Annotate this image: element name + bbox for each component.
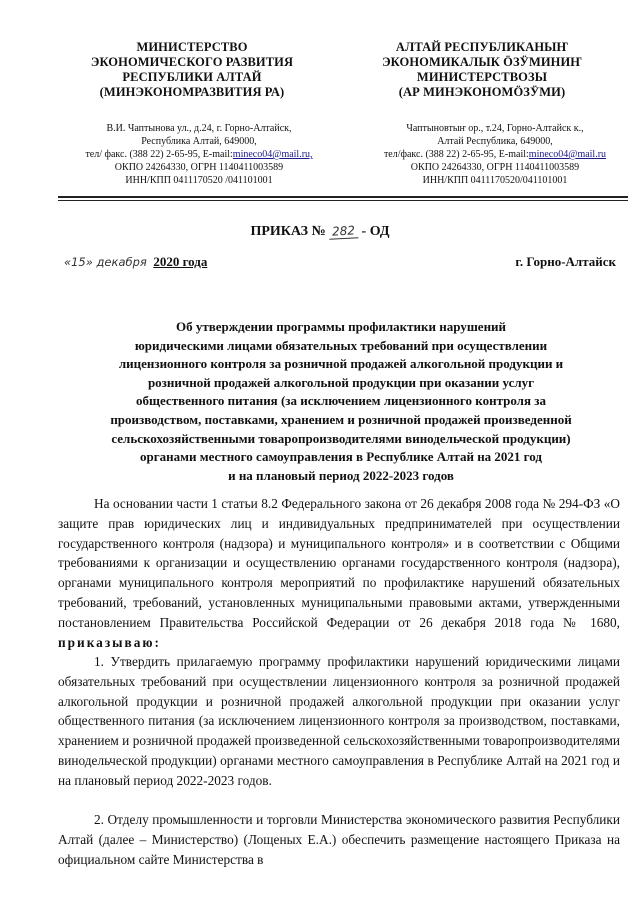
date-line bbox=[64, 254, 616, 270]
preamble-text: На основании части 1 статьи 8.2 Федерального закона от 26 декабря 2008 года № 294-ФЗ «О защите прав юридических лиц и индивидуальных предпринимателей при осуществлении государственного контроля (надзора) и муниципального контроля» и в соответствии с Общими требованиями к организации и осуществлению органами государственного контроля (надзора), органами муниципального контроля мероприятий по профилактике нарушений обязательных требований, требований, установленных муниципальными правовыми актами, утвержденными постановлением Правительства Российской Федерации от 26 декабря 2018 года № 1680, bbox=[58, 496, 620, 630]
clause-1-paragraph: 1. Утвердить прилагаемую программу профилактики нарушений юридическими лицами обязательных требований при осуществлении лицензионного контроля за розничной продажей алкогольной продукции и розничной продажей алкогольной продукции при оказании услуг общественного питания (за исключением лицензионного контроля за производством, поставками, хранением и розничной продажей произведенной сельскохозяйственными товаропроизводителями винодельческой продукции) органами местного самоуправления в Республике Алтай на 2021 год и на плановый период 2022-2023 годов. bbox=[58, 654, 620, 788]
org-line: МИНИСТЕРСТВО bbox=[136, 40, 248, 54]
phone-line bbox=[354, 148, 636, 161]
okpo-line: ОКПО 24264330, ОГРН 1140411003589 bbox=[114, 162, 284, 173]
inn-line: ИНН/КПП 0411170520 /041101001 bbox=[125, 175, 273, 186]
header-divider-thin bbox=[58, 200, 628, 201]
subject-line: сельскохозяйственными товаропроизводителями винодельческой продукции) bbox=[111, 430, 571, 446]
subject-line: Об утверждении программы профилактики нарушений bbox=[175, 319, 507, 334]
address-block-russian bbox=[64, 122, 334, 187]
order-subject bbox=[58, 318, 624, 485]
org-line: РЕСПУБЛИКИ АЛТАЙ bbox=[122, 70, 262, 84]
address-line: Чаптыновтыҥ ор., т.24, Горно-Алтайск к., bbox=[406, 123, 584, 134]
org-line: ЭКОНОМИЧЕСКОГО РАЗВИТИЯ bbox=[90, 55, 294, 69]
email-link[interactable]: mineco04@mail.ru bbox=[528, 149, 607, 160]
org-line: (МИНЭКОНОМРАЗВИТИЯ РА) bbox=[99, 85, 285, 99]
city: г. Горно-Алтайск bbox=[515, 254, 616, 269]
phone-text: тел/ факс. (388 22) 2-65-95, E-mail: bbox=[85, 149, 233, 160]
phone-line bbox=[64, 148, 334, 161]
phone-text: тел/факс. (388 22) 2-65-95, E-mail: bbox=[383, 149, 529, 160]
org-line: (АР МИНЭКОНОМӦЗӰМИ) bbox=[398, 85, 566, 99]
org-line: ЭКОНОМИКАЛЫК ӦЗӰМИНИҤ bbox=[382, 55, 582, 69]
org-line: АЛТАЙ РЕСПУБЛИКАНЫҤ bbox=[395, 40, 569, 54]
address-line: Республика Алтай, 649000, bbox=[141, 136, 257, 147]
okpo-line: ОКПО 24264330, ОГРН 1140411003589 bbox=[410, 162, 580, 173]
subject-line: лицензионного контроля за розничной продажей алкогольной продукции и bbox=[118, 356, 564, 372]
org-line: МИНИСТЕРСТВОЗЫ bbox=[416, 70, 548, 84]
email-link[interactable]: mineco04@mail.ru, bbox=[232, 149, 313, 160]
header-divider bbox=[58, 196, 628, 198]
address-block-altai bbox=[354, 122, 636, 187]
clause-2-paragraph: 2. Отделу промышленности и торговли Министерства экономического развития Республики Алтай (далее – Министерство) (Лощеных Е.А.) обеспечить размещение настоящего Приказа на официальном сайте Министерства в bbox=[58, 812, 620, 867]
order-number-handwritten: 282 bbox=[329, 223, 359, 239]
ministry-name-russian bbox=[72, 40, 312, 100]
order-verb: приказываю: bbox=[58, 634, 161, 650]
order-prefix: ПРИКАЗ № bbox=[250, 224, 326, 239]
subject-line: розничной продажей алкогольной продукции при оказании услуг bbox=[147, 374, 535, 390]
preamble-paragraph bbox=[58, 494, 620, 652]
date-year: 2020 года bbox=[153, 254, 208, 269]
address-line: В.И. Чаптынова ул., д.24, г. Горно-Алтайск, bbox=[106, 123, 292, 134]
address-line: Алтай Республика, 649000, bbox=[437, 136, 553, 147]
order-title bbox=[0, 224, 640, 240]
subject-line: производством, поставками, хранением и розничной продажей произведенной bbox=[110, 411, 572, 427]
date-handwritten: «15» декабря bbox=[64, 255, 147, 269]
subject-line: и на плановый период 2022-2023 годов bbox=[228, 467, 454, 483]
ministry-name-altai bbox=[352, 40, 612, 100]
order-suffix: - ОД bbox=[361, 224, 390, 239]
subject-line: органами местного самоуправления в Республике Алтай на 2021 год bbox=[140, 449, 542, 465]
subject-line: юридическими лицами обязательных требований при осуществлении bbox=[134, 337, 548, 353]
subject-line: общественного питания (за исключением лицензионного контроля за bbox=[136, 393, 546, 409]
inn-line: ИНН/КПП 0411170520/041101001 bbox=[422, 175, 568, 186]
